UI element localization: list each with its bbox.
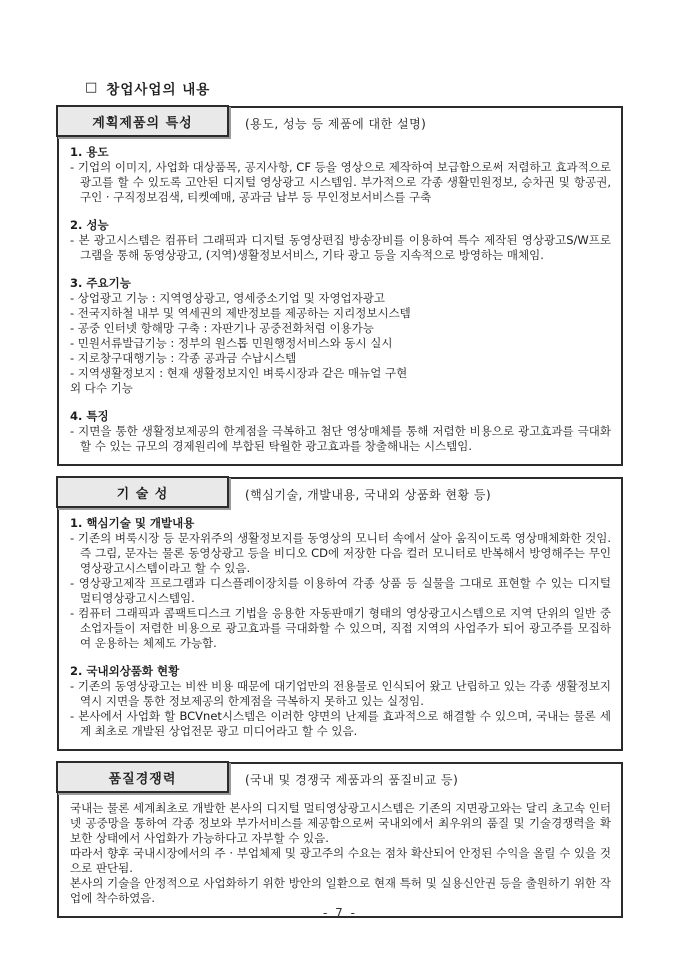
section-technology [57, 477, 623, 751]
content-block [70, 218, 611, 263]
section-quality-competitiveness [57, 762, 623, 918]
bullet-item: - 지로창구대행기능 : 각종 공과금 수납시스템 [70, 351, 297, 365]
bullet-item: - 컴퓨터 그래픽과 콤팩트디스크 기법을 응용한 자동판매기 형태의 영상광고시스템으로 지역 단위의 일반 중소업자들이 저렴한 비용으로 광고효과를 극대화할 수 있으며, 직접 지역의 사업주가 되어 광고주를 모집하여 운용하는 체제도 가능함. [70, 606, 611, 650]
block-heading: 1. 용도 [70, 145, 109, 159]
section-body [59, 509, 621, 749]
section-header [59, 764, 621, 794]
block-heading: 2. 국내외상품화 현황 [70, 664, 180, 678]
paragraph: 국내는 물론 세계최초로 개발한 본사의 디지털 멀티영상광고시스템은 기존의 지면광고와는 달리 초고속 인터넷 공중망을 통하여 각종 정보와 부가서비스를 제공함으로써 국내외에서 최우위의 품질 및 기술경쟁력을 확보한 상태에서 사업화가 가능하다고 자부할 수 있음. [70, 801, 611, 845]
block-heading: 1. 핵심기술 및 개발내용 [70, 516, 195, 530]
content-block [70, 276, 611, 396]
checkbox-icon: □ [85, 79, 99, 95]
page-title [85, 0, 680, 98]
section-product-characteristics [57, 106, 623, 466]
section-hint: (국내 및 경쟁국 제품과의 품질비교 등) [245, 772, 459, 787]
block-heading: 2. 성능 [70, 218, 109, 232]
bullet-item: - 기업의 이미지, 사업화 대상품목, 공지사항, CF 등을 영상으로 제작하여 보급함으로써 저렴하고 효과적으로 광고를 할 수 있도록 고안된 디지털 영상광고 시스템임. 부가적으로 각종 생활민원정보, 승차권 및 항공권, 구인 · 구직정보검색, 티켓예매, 공과금 납부 등 무인정보서비스를 구축 [70, 160, 611, 204]
section-hint: (핵심기술, 개발내용, 국내외 상품화 현황 등) [245, 487, 492, 502]
block-heading: 3. 주요기능 [70, 276, 131, 290]
section-header [59, 108, 621, 138]
content-block [70, 145, 611, 205]
bullet-item: - 전국지하철 내부 및 역세권의 제반정보를 제공하는 지리정보시스템 [70, 306, 411, 320]
page-number: - 7 - [323, 906, 357, 920]
bullet-item: - 지역생활정보지 : 현재 생활정보지인 벼룩시장과 같은 매뉴얼 구현 [70, 366, 408, 380]
section-body [59, 138, 621, 464]
section-hint: (용도, 성능 등 제품에 대한 설명) [245, 116, 427, 131]
section-body [59, 794, 621, 916]
block-tail: 외 다수 기능 [70, 381, 133, 395]
block-heading: 4. 특징 [70, 409, 109, 423]
paragraph: 본사의 기술을 안정적으로 사업화하기 위한 방안의 일환으로 현재 특허 및 실용신안권 등을 출원하기 위한 작업에 착수하였음. [70, 876, 611, 905]
section-label-tab: 계획제품의 특성 [56, 105, 229, 137]
bullet-item: - 본사에서 사업화 할 BCVnet시스템은 이러한 양면의 난제를 효과적으로 해결할 수 있으며, 국내는 물론 세계 최초로 개발된 상업전문 광고 미디어라고 할 수 있음. [70, 709, 611, 738]
bullet-item: - 지면을 통한 생활정보제공의 한계점을 극복하고 첨단 영상매체를 통해 저렴한 비용으로 광고효과를 극대화 할 수 있는 규모의 경제원리에 부합된 탁월한 광고효과를 창출해내는 시스템임. [70, 424, 611, 453]
bullet-item: - 본 광고시스템은 컴퓨터 그래픽과 디지털 동영상편집 방송장비를 이용하여 특수 제작된 영상광고S/W프로그램을 통해 동영상광고, (지역)생활정보서비스, 기타 광고 등을 지속적으로 방영하는 매체임. [70, 233, 611, 262]
content-block [70, 664, 611, 739]
section-label-tab: 기 술 성 [56, 476, 229, 508]
paragraph: 따라서 향후 국내시장에서의 주 · 부업체제 및 광고주의 수요는 점차 확산되어 안정된 수익을 올릴 수 있을 것으로 판단됨. [70, 846, 611, 875]
bullet-item: - 기존의 동영상광고는 비싼 비용 때문에 대기업만의 전용물로 인식되어 왔고 난립하고 있는 각종 생활정보지 역시 지면을 통한 정보제공의 한계점을 극복하지 못하고 있는 실정임. [70, 679, 611, 708]
content-block [70, 516, 611, 651]
bullet-item: - 민원서류발급기능 : 정부의 원스톱 민원행정서비스와 동시 실시 [70, 336, 393, 350]
content-block [70, 409, 611, 454]
bullet-item: - 기존의 벼룩시장 등 문자위주의 생활정보지를 동영상의 모니터 속에서 살아 움직이도록 영상매체화한 것임. 즉 그림, 문자는 물론 동영상광고 등을 비디오 CD에 저장한 다음 컬러 모니터로 반복해서 방영해주는 무인영상광고시스템이라고 할 수 있음. [70, 531, 611, 575]
section-header [59, 479, 621, 509]
section-label-tab: 품질경쟁력 [56, 761, 229, 793]
page-title-text: 창업사업의 내용 [106, 82, 211, 98]
bullet-item: - 공중 인터넷 항해망 구축 : 자판기나 공중전화처럼 이용가능 [70, 321, 374, 335]
bullet-item: - 상업광고 기능 : 지역영상광고, 영세중소기업 및 자영업자광고 [70, 291, 385, 305]
bullet-item: - 영상광고제작 프로그램과 디스플레이장치를 이용하여 각종 상품 등 실물을 그대로 표현할 수 있는 디지털 멀티영상광고시스템임. [70, 576, 611, 605]
